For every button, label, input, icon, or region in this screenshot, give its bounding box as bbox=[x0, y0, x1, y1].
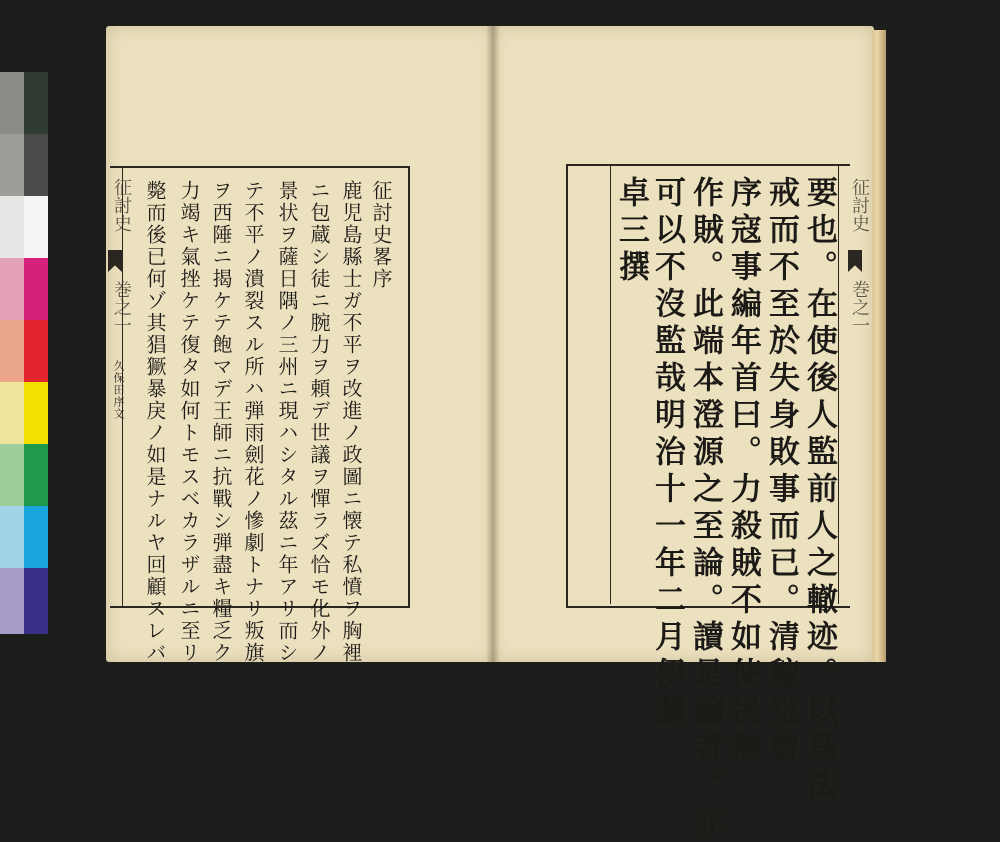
left-column-4: 景状ヲ薩日隅ノ三州ニ現ハシタル茲ニ年アリ而シ bbox=[275, 180, 299, 664]
color-calibration-strip bbox=[0, 72, 48, 634]
left-column-3: ニ包蔵シ徒ニ腕力ヲ頼デ世議ヲ憚ラズ恰モ化外ノ bbox=[307, 180, 331, 664]
left-column-1: 征討史畧序 bbox=[369, 180, 393, 290]
right-margin-rule bbox=[838, 166, 839, 604]
right-column-5: 可以不沒監哉明治十一年二月伊藤 bbox=[649, 176, 685, 731]
book-gutter bbox=[486, 26, 500, 662]
right-inner-rule bbox=[610, 166, 611, 604]
left-column-8: 斃而後已何ゾ其猖獗暴戾ノ如是ナルヤ回顧スレバ bbox=[143, 180, 167, 664]
left-column-7: 力竭キ氣挫ケテ復タ如何トモスベカラザルニ至リ bbox=[177, 180, 201, 664]
page-edge bbox=[872, 30, 886, 662]
right-column-3: 序寇事編年首曰。力殺賊不如使民無 bbox=[725, 176, 761, 768]
right-column-2: 戒而不至於失身敗事而已。清稼堂曾 bbox=[763, 176, 799, 768]
left-side-label-volume: 巻之一 bbox=[111, 280, 132, 334]
left-side-label-title: 征討史 bbox=[111, 178, 132, 232]
left-column-5: テ不平ノ潰裂スル所ハ弾雨劍花ノ慘劇トナリ叛旗 bbox=[241, 180, 265, 664]
left-side-label-preface: 久保田序文 bbox=[112, 360, 125, 420]
right-column-1: 要也。在使後人監前人之轍迹。以爲法 bbox=[801, 176, 837, 805]
right-side-label-title: 征討史 bbox=[849, 178, 870, 232]
right-column-6: 卓三撰 bbox=[613, 176, 649, 287]
right-side-label-volume: 巻之一 bbox=[849, 280, 870, 334]
right-column-4: 作賊。此端本澄源之至論。讀是編者。亦 bbox=[687, 176, 723, 842]
left-column-6: ヲ西陲ニ揭ケテ飽マデ王師ニ抗戰シ弾盡キ糧乏ク bbox=[209, 180, 233, 664]
left-column-2: 鹿児島縣士ガ不平ヲ改進ノ政圖ニ懐テ私憤ヲ胸裡 bbox=[339, 180, 363, 664]
